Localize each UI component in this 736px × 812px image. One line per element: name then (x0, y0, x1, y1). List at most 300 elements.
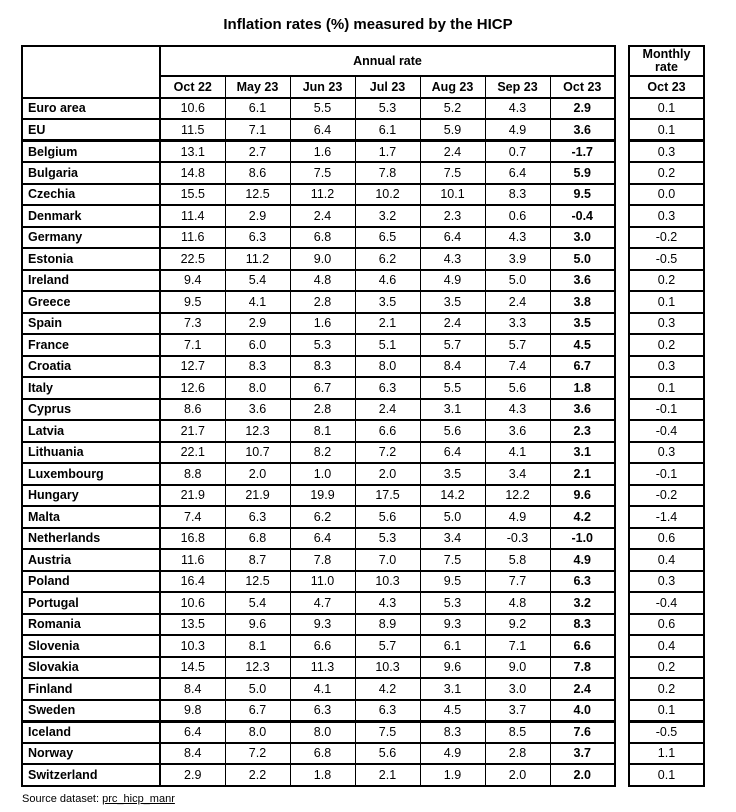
annual-value-cell: 4.3 (485, 227, 550, 249)
table-row (22, 614, 615, 636)
annual-value-cell: 12.7 (160, 356, 225, 378)
annual-value-cell: 2.4 (420, 141, 485, 163)
annual-value-cell: 6.8 (225, 528, 290, 550)
annual-value-cell: 0.7 (485, 141, 550, 163)
monthly-table-row (629, 485, 704, 507)
table-row (22, 377, 615, 399)
annual-value-cell: 5.8 (485, 549, 550, 571)
table-row (22, 506, 615, 528)
annual-value-cell: 4.5 (420, 700, 485, 722)
monthly-value-cell: -1.4 (629, 506, 704, 528)
monthly-table-row (629, 334, 704, 356)
annual-value-cell: 6.4 (485, 162, 550, 184)
annual-value-cell: 5.6 (355, 743, 420, 765)
table-row (22, 764, 615, 786)
annual-value-cell: -1.7 (550, 141, 615, 163)
annual-value-cell: 5.1 (355, 334, 420, 356)
annual-value-cell: 3.7 (485, 700, 550, 722)
annual-value-cell: 11.5 (160, 119, 225, 141)
annual-value-cell: 7.8 (355, 162, 420, 184)
annual-value-cell: 1.8 (550, 377, 615, 399)
monthly-value-cell: 0.2 (629, 657, 704, 679)
annual-value-cell: 1.7 (355, 141, 420, 163)
country-cell: Portugal (22, 592, 160, 614)
country-cell: Iceland (22, 721, 160, 743)
annual-value-cell: 6.3 (355, 700, 420, 722)
annual-value-cell: 6.2 (290, 506, 355, 528)
monthly-table-row (629, 614, 704, 636)
country-cell: Estonia (22, 248, 160, 270)
annual-value-cell: -0.3 (485, 528, 550, 550)
annual-value-cell: 7.5 (290, 162, 355, 184)
annual-value-cell: 10.3 (355, 657, 420, 679)
annual-value-cell: 2.4 (290, 205, 355, 227)
table-row (22, 119, 615, 141)
monthly-table-row (629, 764, 704, 786)
annual-value-cell: 2.9 (225, 205, 290, 227)
monthly-table-row (629, 635, 704, 657)
monthly-table-row (629, 657, 704, 679)
table-row (22, 549, 615, 571)
country-cell: Hungary (22, 485, 160, 507)
annual-value-cell: 7.6 (550, 721, 615, 743)
annual-value-cell: 5.7 (420, 334, 485, 356)
annual-value-cell: 6.4 (160, 721, 225, 743)
corner-cell (22, 46, 160, 98)
monthly-value-cell: 0.3 (629, 442, 704, 464)
table-row (22, 678, 615, 700)
country-cell: Italy (22, 377, 160, 399)
annual-value-cell: 7.0 (355, 549, 420, 571)
country-cell: Belgium (22, 141, 160, 163)
annual-value-cell: 13.1 (160, 141, 225, 163)
country-cell: Latvia (22, 420, 160, 442)
monthly-table-row (629, 399, 704, 421)
annual-value-cell: 2.4 (485, 291, 550, 313)
annual-value-cell: 7.8 (550, 657, 615, 679)
annual-value-cell: 2.9 (225, 313, 290, 335)
annual-value-cell: 7.7 (485, 571, 550, 593)
table-row (22, 743, 615, 765)
country-cell: Euro area (22, 98, 160, 120)
monthly-value-cell: 1.1 (629, 743, 704, 765)
country-cell: Denmark (22, 205, 160, 227)
annual-value-cell: 6.7 (290, 377, 355, 399)
annual-value-cell: 4.2 (355, 678, 420, 700)
annual-value-cell: 8.3 (225, 356, 290, 378)
table-row (22, 334, 615, 356)
monthly-table-row (629, 549, 704, 571)
monthly-value-cell: 0.4 (629, 635, 704, 657)
annual-value-cell: 3.9 (485, 248, 550, 270)
annual-value-cell: 1.8 (290, 764, 355, 786)
annual-value-cell: 7.2 (355, 442, 420, 464)
annual-value-cell: 8.6 (225, 162, 290, 184)
table-row (22, 248, 615, 270)
annual-value-cell: 3.6 (485, 420, 550, 442)
annual-value-cell: 5.3 (355, 528, 420, 550)
country-cell: Switzerland (22, 764, 160, 786)
annual-value-cell: 8.3 (420, 721, 485, 743)
annual-value-cell: 5.6 (420, 420, 485, 442)
annual-value-cell: 4.9 (420, 743, 485, 765)
annual-value-cell: 8.3 (550, 614, 615, 636)
annual-value-cell: 5.0 (225, 678, 290, 700)
table-row (22, 635, 615, 657)
country-cell: Cyprus (22, 399, 160, 421)
annual-value-cell: 3.7 (550, 743, 615, 765)
annual-value-cell: 4.1 (290, 678, 355, 700)
monthly-value-cell: 0.2 (629, 162, 704, 184)
annual-value-cell: 6.1 (225, 98, 290, 120)
annual-value-cell: 3.1 (420, 399, 485, 421)
table-row (22, 442, 615, 464)
annual-value-cell: 2.4 (550, 678, 615, 700)
annual-value-cell: 8.0 (225, 721, 290, 743)
annual-value-cell: 9.3 (290, 614, 355, 636)
annual-value-cell: 2.0 (355, 463, 420, 485)
annual-value-cell: 6.8 (290, 743, 355, 765)
annual-value-cell: 8.4 (160, 678, 225, 700)
annual-value-cell: 10.7 (225, 442, 290, 464)
monthly-table-row (629, 743, 704, 765)
annual-value-cell: 6.6 (290, 635, 355, 657)
annual-value-cell: 4.8 (290, 270, 355, 292)
annual-value-cell: 3.1 (420, 678, 485, 700)
monthly-rate-header (629, 46, 704, 76)
annual-value-cell: 6.3 (550, 571, 615, 593)
country-cell: Finland (22, 678, 160, 700)
monthly-table-row (629, 571, 704, 593)
table-row (22, 592, 615, 614)
annual-value-cell: 6.6 (550, 635, 615, 657)
annual-value-cell: 14.5 (160, 657, 225, 679)
annual-value-cell: 21.9 (225, 485, 290, 507)
annual-value-cell: 8.4 (160, 743, 225, 765)
monthly-value-cell: 0.1 (629, 119, 704, 141)
monthly-table-row (629, 227, 704, 249)
annual-value-cell: 3.2 (550, 592, 615, 614)
annual-value-cell: 2.4 (420, 313, 485, 335)
country-cell: Norway (22, 743, 160, 765)
monthly-table-row (629, 270, 704, 292)
annual-value-cell: 3.4 (420, 528, 485, 550)
monthly-table-row (629, 700, 704, 722)
annual-value-cell: 5.7 (485, 334, 550, 356)
monthly-value-cell: -0.1 (629, 463, 704, 485)
annual-value-cell: 1.6 (290, 141, 355, 163)
monthly-value-cell: 0.3 (629, 205, 704, 227)
annual-value-cell: 3.6 (550, 119, 615, 141)
annual-value-cell: 2.1 (355, 764, 420, 786)
table-row (22, 162, 615, 184)
country-cell: Germany (22, 227, 160, 249)
monthly-table-row (629, 184, 704, 206)
annual-value-cell: 11.3 (290, 657, 355, 679)
annual-value-cell: 6.1 (420, 635, 485, 657)
monthly-table-row (629, 463, 704, 485)
annual-value-cell: 16.8 (160, 528, 225, 550)
table-row (22, 399, 615, 421)
annual-value-cell: 2.8 (290, 291, 355, 313)
table-row (22, 184, 615, 206)
monthly-value-cell: 0.2 (629, 678, 704, 700)
annual-value-cell: 6.7 (225, 700, 290, 722)
monthly-table-row (629, 98, 704, 120)
country-cell: Croatia (22, 356, 160, 378)
annual-value-cell: 8.0 (225, 377, 290, 399)
monthly-value-cell: -0.5 (629, 248, 704, 270)
monthly-value-cell: -0.2 (629, 485, 704, 507)
main-table-body (22, 98, 615, 786)
monthly-table-row (629, 592, 704, 614)
month-header: Oct 23 (629, 76, 704, 98)
annual-value-cell: 7.1 (485, 635, 550, 657)
annual-value-cell: 2.3 (420, 205, 485, 227)
annual-value-cell: 21.9 (160, 485, 225, 507)
annual-value-cell: 11.0 (290, 571, 355, 593)
monthly-header-line2: rate (655, 60, 678, 74)
annual-value-cell: 7.1 (160, 334, 225, 356)
annual-value-cell: 7.2 (225, 743, 290, 765)
country-cell: Slovakia (22, 657, 160, 679)
annual-value-cell: 6.0 (225, 334, 290, 356)
annual-value-cell: 4.9 (550, 549, 615, 571)
table-row (22, 700, 615, 722)
table-row (22, 141, 615, 163)
annual-value-cell: 17.5 (355, 485, 420, 507)
annual-value-cell: 12.6 (160, 377, 225, 399)
annual-value-cell: 4.9 (420, 270, 485, 292)
country-cell: Lithuania (22, 442, 160, 464)
monthly-table-body (629, 98, 704, 786)
annual-value-cell: 3.8 (550, 291, 615, 313)
country-cell: Greece (22, 291, 160, 313)
annual-value-cell: 5.9 (420, 119, 485, 141)
country-cell: EU (22, 119, 160, 141)
annual-value-cell: 4.8 (485, 592, 550, 614)
annual-value-cell: 9.6 (550, 485, 615, 507)
annual-value-cell: 11.2 (290, 184, 355, 206)
annual-value-cell: 3.5 (420, 291, 485, 313)
monthly-table-row (629, 442, 704, 464)
annual-value-cell: 7.8 (290, 549, 355, 571)
annual-value-cell: 2.0 (225, 463, 290, 485)
monthly-table-row (629, 377, 704, 399)
annual-value-cell: 9.6 (225, 614, 290, 636)
annual-value-cell: 9.5 (420, 571, 485, 593)
annual-value-cell: 8.9 (355, 614, 420, 636)
annual-value-cell: 5.6 (355, 506, 420, 528)
annual-value-cell: 2.8 (485, 743, 550, 765)
annual-rate-header: Annual rate (160, 46, 615, 76)
annual-value-cell: 6.3 (225, 506, 290, 528)
monthly-table-row (629, 420, 704, 442)
annual-value-cell: 6.6 (355, 420, 420, 442)
annual-value-cell: 16.4 (160, 571, 225, 593)
monthly-header-row (629, 46, 704, 76)
annual-value-cell: 3.5 (550, 313, 615, 335)
source-line (22, 793, 736, 805)
annual-value-cell: 6.3 (355, 377, 420, 399)
annual-value-cell: 5.0 (550, 248, 615, 270)
annual-value-cell: 9.2 (485, 614, 550, 636)
table-row (22, 205, 615, 227)
monthly-table-row (629, 356, 704, 378)
annual-value-cell: 12.3 (225, 657, 290, 679)
annual-value-cell: 10.6 (160, 592, 225, 614)
annual-value-cell: 5.5 (420, 377, 485, 399)
annual-value-cell: 8.2 (290, 442, 355, 464)
monthly-table-row (629, 528, 704, 550)
monthly-value-cell: 0.3 (629, 141, 704, 163)
month-header: Oct 22 (160, 76, 225, 98)
annual-value-cell: 5.5 (290, 98, 355, 120)
country-cell: Spain (22, 313, 160, 335)
annual-value-cell: 7.5 (420, 162, 485, 184)
annual-value-cell: 10.2 (355, 184, 420, 206)
annual-value-cell: 7.1 (225, 119, 290, 141)
annual-value-cell: 1.6 (290, 313, 355, 335)
annual-value-cell: 13.5 (160, 614, 225, 636)
country-cell: Luxembourg (22, 463, 160, 485)
month-header: Oct 23 (550, 76, 615, 98)
annual-value-cell: 22.1 (160, 442, 225, 464)
monthly-table-row (629, 141, 704, 163)
table-row (22, 291, 615, 313)
table-row (22, 485, 615, 507)
annual-value-cell: 12.5 (225, 571, 290, 593)
annual-value-cell: 7.4 (485, 356, 550, 378)
annual-value-cell: 8.0 (355, 356, 420, 378)
monthly-value-cell: 0.6 (629, 614, 704, 636)
annual-value-cell: 5.6 (485, 377, 550, 399)
annual-value-cell: 11.6 (160, 549, 225, 571)
monthly-value-cell: -0.5 (629, 721, 704, 743)
country-cell: Romania (22, 614, 160, 636)
annual-value-cell: 5.0 (420, 506, 485, 528)
source-dataset-link[interactable]: prc_hicp_manr (102, 792, 175, 805)
monthly-value-cell: 0.1 (629, 377, 704, 399)
monthly-value-cell: 0.2 (629, 270, 704, 292)
annual-value-cell: 2.3 (550, 420, 615, 442)
monthly-value-cell: -0.4 (629, 592, 704, 614)
monthly-table-row (629, 721, 704, 743)
monthly-table-row (629, 291, 704, 313)
annual-value-cell: 4.3 (420, 248, 485, 270)
annual-value-cell: 8.3 (485, 184, 550, 206)
annual-value-cell: 2.1 (550, 463, 615, 485)
annual-header-row (22, 46, 615, 76)
annual-value-cell: 3.3 (485, 313, 550, 335)
annual-value-cell: 7.5 (420, 549, 485, 571)
country-cell: France (22, 334, 160, 356)
annual-value-cell: 5.4 (225, 592, 290, 614)
annual-value-cell: 11.2 (225, 248, 290, 270)
table-row (22, 356, 615, 378)
annual-value-cell: 1.9 (420, 764, 485, 786)
monthly-value-cell: 0.6 (629, 528, 704, 550)
annual-value-cell: 3.0 (485, 678, 550, 700)
annual-value-cell: 12.2 (485, 485, 550, 507)
monthly-value-cell: 0.3 (629, 313, 704, 335)
month-header: May 23 (225, 76, 290, 98)
monthly-month-row (629, 76, 704, 98)
annual-value-cell: 0.6 (485, 205, 550, 227)
table-row (22, 420, 615, 442)
monthly-value-cell: 0.1 (629, 291, 704, 313)
annual-value-cell: 7.5 (355, 721, 420, 743)
annual-value-cell: 9.8 (160, 700, 225, 722)
monthly-table-row (629, 248, 704, 270)
annual-value-cell: 2.9 (160, 764, 225, 786)
country-cell: Sweden (22, 700, 160, 722)
annual-value-cell: 6.2 (355, 248, 420, 270)
table-row (22, 463, 615, 485)
annual-value-cell: 14.2 (420, 485, 485, 507)
annual-value-cell: 22.5 (160, 248, 225, 270)
annual-value-cell: 21.7 (160, 420, 225, 442)
annual-value-cell: 8.8 (160, 463, 225, 485)
annual-value-cell: 4.7 (290, 592, 355, 614)
monthly-value-cell: 0.3 (629, 356, 704, 378)
annual-value-cell: 19.9 (290, 485, 355, 507)
annual-value-cell: 9.5 (550, 184, 615, 206)
annual-value-cell: 4.0 (550, 700, 615, 722)
annual-value-cell: 8.1 (225, 635, 290, 657)
annual-value-cell: -1.0 (550, 528, 615, 550)
annual-value-cell: 10.3 (160, 635, 225, 657)
monthly-value-cell: 0.1 (629, 700, 704, 722)
annual-value-cell: 9.3 (420, 614, 485, 636)
monthly-table-row (629, 162, 704, 184)
page-title: Inflation rates (%) measured by the HICP (223, 16, 513, 33)
annual-value-cell: 5.9 (550, 162, 615, 184)
annual-value-cell: 6.4 (290, 528, 355, 550)
table-row (22, 270, 615, 292)
annual-value-cell: 12.3 (225, 420, 290, 442)
annual-value-cell: 9.0 (290, 248, 355, 270)
annual-value-cell: -0.4 (550, 205, 615, 227)
table-row (22, 313, 615, 335)
annual-value-cell: 8.4 (420, 356, 485, 378)
annual-rate-table (21, 45, 616, 787)
annual-value-cell: 8.6 (160, 399, 225, 421)
annual-value-cell: 6.3 (225, 227, 290, 249)
table-row (22, 98, 615, 120)
annual-value-cell: 5.3 (420, 592, 485, 614)
annual-value-cell: 10.3 (355, 571, 420, 593)
annual-value-cell: 6.3 (290, 700, 355, 722)
annual-value-cell: 7.3 (160, 313, 225, 335)
annual-value-cell: 3.6 (225, 399, 290, 421)
annual-value-cell: 15.5 (160, 184, 225, 206)
monthly-rate-table (628, 45, 705, 787)
monthly-header-line1: Monthly (642, 47, 691, 61)
annual-value-cell: 4.3 (485, 98, 550, 120)
annual-value-cell: 4.9 (485, 506, 550, 528)
annual-value-cell: 2.7 (225, 141, 290, 163)
table-row (22, 657, 615, 679)
table-row (22, 528, 615, 550)
annual-value-cell: 5.0 (485, 270, 550, 292)
monthly-table-row (629, 678, 704, 700)
annual-value-cell: 6.4 (290, 119, 355, 141)
annual-value-cell: 9.6 (420, 657, 485, 679)
tables-container (21, 45, 736, 787)
annual-value-cell: 1.0 (290, 463, 355, 485)
annual-value-cell: 4.3 (355, 592, 420, 614)
